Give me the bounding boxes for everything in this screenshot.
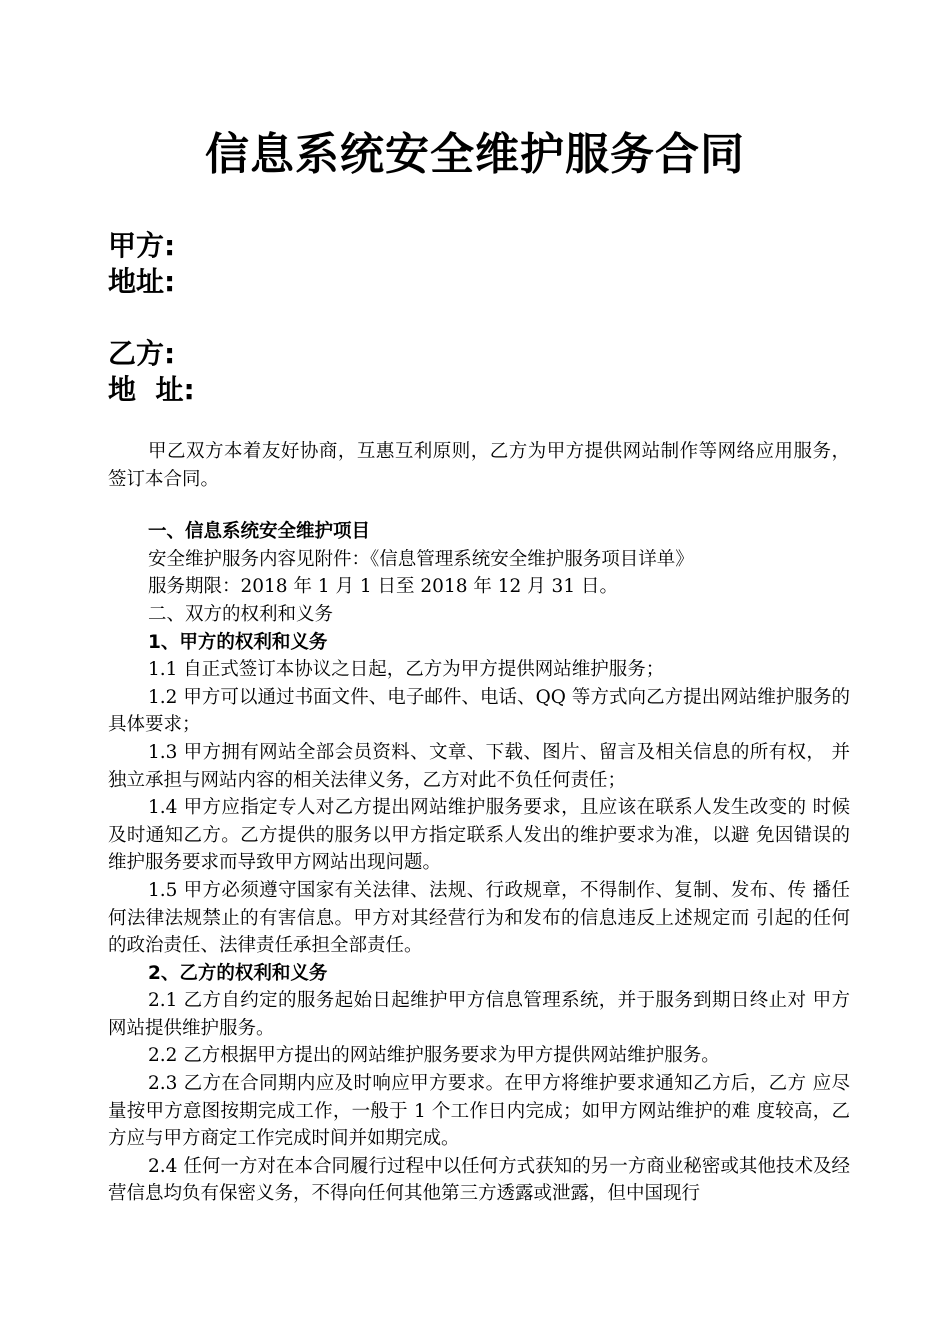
- clause-2-4: 2.4 任何一方对在本合同履行过程中以任何方式获知的另一方商业秘密或其他技术及经营信息均负有保密义务，不得向任何其他第三方透露或泄露，但中国现行: [108, 1155, 850, 1205]
- section1-period: 服务期限：2018 年 1 月 1 日至 2018 年 12 月 31 日。: [148, 576, 618, 598]
- party-a-address-label: 地址:: [108, 265, 176, 298]
- clause-1-1: 1.1 自正式签订本协议之日起，乙方为甲方提供网站维护服务；: [148, 659, 665, 681]
- clause-2-1: 2.1 乙方自约定的服务起始日起维护甲方信息管理系统，并于服务到期日终止对 甲方网站提供维护服务。: [108, 990, 850, 1039]
- section1-heading: 一、信息系统安全维护项目: [148, 521, 371, 543]
- party-b-duties-heading: 2、乙方的权利和义务: [148, 962, 328, 984]
- section1-content: 安全维护服务内容见附件：《信息管理系统安全维护服务项目详单》: [148, 548, 694, 570]
- party-b-name-label: 乙方:: [108, 337, 176, 370]
- clause-1-3: 1.3 甲方拥有网站全部会员资料、文章、下载、图片、留言及相关信息的所有权， 并独立承担与网站内容的相关法律义务，乙方对此不负任何责任；: [108, 741, 850, 791]
- intro-paragraph: 甲乙双方本着友好协商，互惠互利原则，乙方为甲方提供网站制作等网络应用服务，签订本合同。: [108, 441, 850, 490]
- clause-1-5: 1.5 甲方必须遵守国家有关法律、法规、行政规章，不得制作、复制、发布、传 播任何法律法规禁止的有害信息。甲方对其经营行为和发布的信息违反上述规定而 引起的任何的政治责任、法律责任承担全部责任。: [108, 879, 850, 957]
- clause-2-2: 2.2 乙方根据甲方提出的网站维护服务要求为甲方提供网站维护服务。: [148, 1045, 720, 1067]
- page-title: 信息系统安全维护服务合同: [205, 129, 745, 180]
- party-a-duties-heading: 1、甲方的权利和义务: [148, 631, 328, 653]
- party-a-name-label: 甲方:: [108, 229, 176, 262]
- contract-body: [108, 438, 850, 1208]
- clause-2-3: 2.3 乙方在合同期内应及时响应甲方要求。在甲方将维护要求通知乙方后，乙方 应尽量按甲方意图按期完成工作，一般于 1 个工作日内完成；如甲方网站维护的难 度较高，乙方应与甲方商定工作完成时间并如期完成。: [108, 1073, 850, 1150]
- section2-heading: 二、双方的权利和义务: [148, 603, 334, 625]
- party-b-address-label: 地 址:: [108, 373, 195, 406]
- clause-1-2: 1.2 甲方可以通过书面文件、电子邮件、电话、QQ 等方式向乙方提出网站维护服务的具体要求；: [108, 686, 850, 736]
- clause-1-4: 1.4 甲方应指定专人对乙方提出网站维护服务要求，且应该在联系人发生改变的 时候及时通知乙方。乙方提供的服务以甲方指定联系人发出的维护要求为准，以避 免因错误的维护服务要求而导致甲方网站出现问题。: [108, 797, 850, 874]
